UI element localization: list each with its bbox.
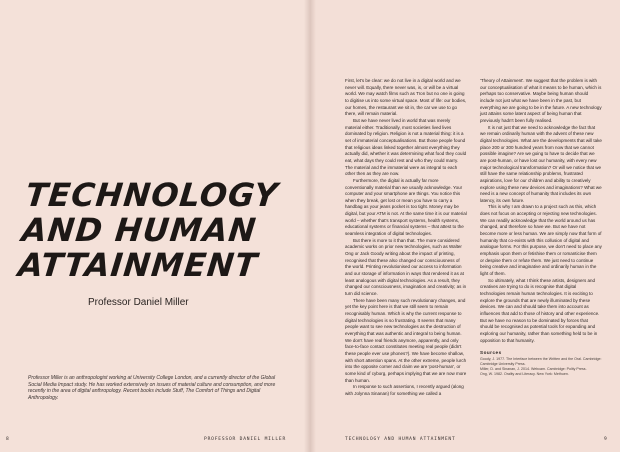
page-gutter <box>304 0 316 452</box>
sources-item: Ong, W. 1982. Orality and Literacy. New York: Methuen. <box>480 371 569 376</box>
title-line: TECHNOLOGY <box>23 176 281 214</box>
title-line: ATTAINMENT <box>16 246 260 284</box>
title-line: AND HUMAN <box>20 211 259 249</box>
article-title <box>16 178 297 283</box>
body-paragraph: But we have never lived in world that was merely material either. Traditionally, most societies lived lives dominated by religion. Religion is not a material thing: it is a set of immaterial conceptualisations. But those people found that religious ideas linked together almost everything they actually did, whether it was determining what food they could eat, what days they could rest and who they could marry. The material and the immaterial were as integral to each other then as they are now. <box>345 117 467 177</box>
right-running-head: TECHNOLOGY AND HUMAN ATTAINMENT <box>345 437 456 442</box>
body-paragraph: So ultimately, what I think these artists, designers and creatives are trying to do is recognise that digital technologies remain human technologies. It is exciting to explore the grounds that are newly illuminated by these devices. We can and should take them into account as influences that add to those of history and other experience. But we have no reason to be dominated by forces that should be recognised as potential tools for expanding and exploring our humanity, rather than something held to be in opposition to that humanity. <box>480 277 600 343</box>
left-page-number: 8 <box>6 437 10 442</box>
body-paragraph: It is not just that we need to acknowledge the fact that we remain ordinarily human with the advent of these new digital technologies. What are the developments that will take place 200 or 300 hundred years from now that we cannot possible imagine? Are we going to have to decide that we are post-human, or have lost our humanity, with every new major technological transformation? Or will we notice that we still have the same relationship problems, frustrated aspirations, love for our children and ability to creatively explore using these new devices and imaginations? What we need is a new concept of humanity that includes its own latency, its own future. <box>480 124 602 203</box>
sources-item: Miller, D. and Sinanan, J. 2014. Webcam. Cambridge: Polity Press. <box>480 366 587 371</box>
body-paragraph: But there is more to it than that. The more considered academic works on prior new technologies, such as Walter Ong or Jack Goody writing about the impact of printing, recognised that these also changed our consciousness of the world. Printing revolutionised our access to information and our storage of information in ways that rendered it as at least analogous with digital technologies. As a result, they changed our consciousness, imagination and creativity; as in turn did science. <box>345 237 467 296</box>
body-paragraph: Furthermore, the digital is actually far more conventionally material than we usually acknowledge. Your computer and your smartphone are things. You notice this when they break, get lost or mean you have to carry a handbag as your jeans pocket is too tight. Money may be digital, but your ATM is not. At the same time it is our material world – whether that's transport systems, health systems, educational systems or financial systems – that attest to the seamless integration of digital technologies. <box>345 177 467 237</box>
body-paragraph: 'Theory of Attainment'. We suggest that the problem is with our conceptualisation of what it means to be human, which is perhaps too conservative. Maybe being human should include not just what we have been in the past, but everything we are going to be in the future. A new technology just attains some latent aspect of being human that previously hadn't been fully realised. <box>480 78 602 123</box>
body-paragraph: In response to such assertions, I recently argued (along with Jolynna Sinanan) for something we called a <box>345 384 464 396</box>
right-page-number: 9 <box>604 437 608 442</box>
sources-item: Goody, J. 1977. The Interface between the Written and the Oral. Cambridge: Cambridge University Press. <box>480 356 602 366</box>
body-column-1 <box>345 78 467 398</box>
body-paragraph: This is why I am drawn to a project such as this, which does not focus on accepting or rejecting new technologies. We can readily acknowledge that the world around us has changed, and therefore so have we. But we have not become more or less human. We are simply now that form of humanity that co-exists with this collusion of digital and analogue forms. For this purpose, we don't need to place any emphasis upon them or fetishise them or romanticise them or despise them or refute them. We just need to continue being creative and imaginative and ordinarily human in the light of them. <box>480 204 602 277</box>
author-bio: Professor Miller is an anthropologist working at University College London, and a currently director of the Global Social Media Impact study. He has worked extensively on issues of material culture and consumption, and more recently in the area of digital anthropology. Recent books include Stuff, The Comfort of Things and Digital Anthropology. <box>28 375 276 401</box>
body-paragraph: First, let's be clear: we do not live in a digital world and we never will. Equally, there never was, is, or will be a virtual world. We may watch films such as Tron but no one is going to digitise us into some virtual space. Most of life: our bodies, our homes, the restaurant we sit in, the car we use to go there, will remain material. <box>345 78 467 117</box>
author-name: Professor Daniel Miller <box>88 297 189 308</box>
left-running-head: PROFESSOR DANIEL MILLER <box>204 437 287 442</box>
body-column-2 <box>480 78 602 377</box>
body-paragraph: There have been many such revolutionary changes, and yet the key point here is that we still seem to remain recognisably human. Which is why the current response to digital technologies is so frustrating. It seems that many people want to see new technologies as the destruction of everything that was authentic and integral to being human. We don't have real friends anymore, apparently, and only face-to-face contact constitutes meeting real people (didn't these people ever use phones?). We have become shallow, with short attention spans. At the other extreme, people lurch into the opposite corner and claim we are 'post-human', or some kind of cyborg, perhaps implying that we are now more than human. <box>345 297 467 383</box>
sources-heading: Sources <box>480 350 502 356</box>
